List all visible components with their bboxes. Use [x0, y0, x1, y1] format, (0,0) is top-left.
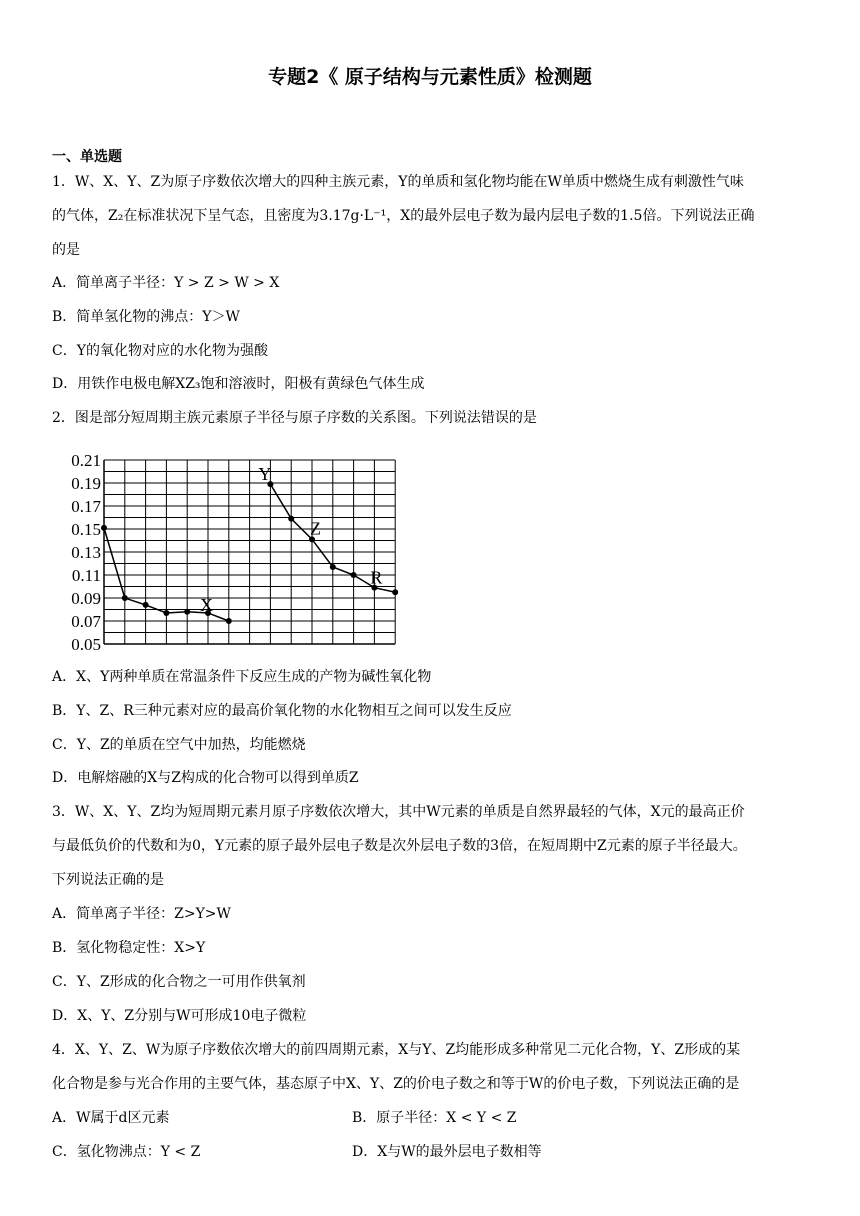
- data-point: [163, 610, 169, 616]
- chart-grid: [104, 460, 395, 644]
- q4-option-b: B．原子半径：X < Y < Z: [352, 1110, 517, 1126]
- q4-option-c: C．氢化物沸点：Y < Z: [52, 1144, 201, 1160]
- y-tick-label: 0.09: [71, 589, 101, 608]
- q1-stem-line2: 的气体，Z₂在标准状况下呈气态，且密度为3.17g·L⁻¹，X的最外层电子数为最内层电子数的1.5倍。下列说法正确: [52, 208, 755, 224]
- q3-option-c: C．Y、Z形成的化合物之一可用作供氧剂: [52, 974, 306, 990]
- q1-option-b: B．简单氢化物的沸点：Y＞W: [52, 309, 240, 325]
- point-label-z: Z: [310, 518, 321, 539]
- y-tick-label: 0.07: [71, 612, 101, 631]
- q2-stem: 2．图是部分短周期主族元素原子半径与原子序数的关系图。下列说法错误的是: [52, 410, 537, 426]
- q3-stem-line3: 下列说法正确的是: [52, 872, 164, 888]
- q4-stem-line1: 4．X、Y、Z、W为原子序数依次增大的前四周期元素，X与Y、Z均能形成多种常见二元化合物，Y、Z形成的某: [52, 1042, 741, 1058]
- q4-option-a: A．W属于d区元素: [52, 1110, 170, 1126]
- point-label-r: R: [370, 567, 383, 588]
- q2-option-c: C．Y、Z的单质在空气中加热，均能燃烧: [52, 737, 306, 753]
- data-point: [330, 564, 336, 570]
- data-point: [288, 516, 294, 522]
- q3-option-d: D．X、Y、Z分别与W可形成10电子微粒: [52, 1008, 307, 1024]
- point-label-x: X: [200, 594, 213, 615]
- data-point: [122, 595, 128, 601]
- q2-option-b: B．Y、Z、R三种元素对应的最高价氧化物的水化物相互之间可以发生反应: [52, 703, 512, 719]
- q2-option-d: D．电解熔融的X与Z构成的化合物可以得到单质Z: [52, 770, 359, 786]
- q1-option-a: A．简单离子半径：Y > Z > W > X: [52, 275, 280, 291]
- q3-stem-line1: 3．W、X、Y、Z均为短周期元素月原子序数依次增大，其中W元素的单质是自然界最轻的气体，X元的最高正价: [52, 804, 745, 820]
- section-heading: 一、单选题: [52, 149, 122, 165]
- data-point: [143, 602, 149, 608]
- point-label-y: Y: [258, 464, 272, 485]
- data-point: [184, 609, 190, 615]
- q1-option-d: D．用铁作电极电解XZ₃饱和溶液时，阳极有黄绿色气体生成: [52, 376, 425, 392]
- q1-option-c: C．Y的氧化物对应的水化物为强酸: [52, 343, 268, 359]
- y-tick-label: 0.15: [71, 520, 101, 539]
- q3-option-b: B．氢化物稳定性：X>Y: [52, 940, 206, 956]
- data-point: [226, 618, 232, 624]
- q4-stem-line2: 化合物是参与光合作用的主要气体，基态原子中X、Y、Z的价电子数之和等于W的价电子数，下列说法正确的是: [52, 1076, 740, 1092]
- data-point: [351, 572, 357, 578]
- q1-stem-line1: 1．W、X、Y、Z为原子序数依次增大的四种主族元素，Y的单质和氢化物均能在W单质中燃烧生成有刺激性气味: [52, 174, 744, 190]
- data-point: [392, 589, 398, 595]
- y-tick-label: 0.11: [71, 566, 101, 585]
- q3-option-a: A．简单离子半径：Z>Y>W: [52, 906, 231, 922]
- q4-option-d: D．X与W的最外层电子数相等: [352, 1144, 542, 1160]
- y-tick-label: 0.17: [71, 497, 101, 516]
- q2-option-a: A．X、Y两种单质在常温条件下反应生成的产物为碱性氧化物: [52, 669, 432, 685]
- chart-y-ticks: [71, 451, 101, 654]
- data-point: [101, 525, 107, 531]
- q3-stem-line2: 与最低负价的代数和为0，Y元素的原子最外层电子数是次外层电子数的3倍，在短周期中Z元素的原子半径最大。: [52, 838, 747, 854]
- y-tick-label: 0.19: [71, 474, 101, 493]
- y-tick-label: 0.21: [71, 451, 101, 470]
- radius-chart: [52, 446, 412, 656]
- q1-stem-line3: 的是: [52, 242, 80, 258]
- page-title: 专题2《 原子结构与元素性质》检测题: [268, 66, 592, 88]
- y-tick-label: 0.13: [71, 543, 101, 562]
- y-tick-label: 0.05: [71, 635, 101, 654]
